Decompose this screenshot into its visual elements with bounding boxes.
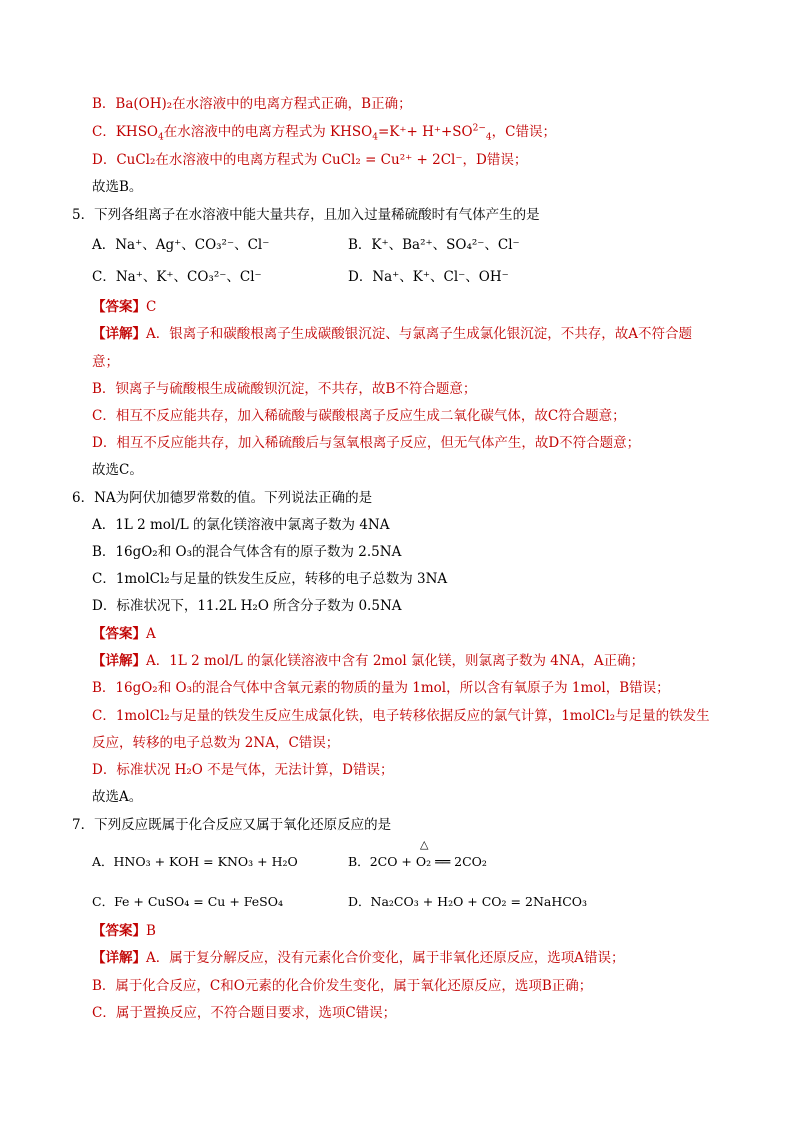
q5-detail-d: D．相互不反应能共存，加入稀硫酸后与氢氧根离子反应，但无气体产生，故D不符合题意； (92, 435, 641, 451)
q5-option-c: C．Na⁺、K⁺、CO₃²⁻、Cl⁻ (92, 269, 262, 285)
q7-detail-c: C．属于置换反应，不符合题目要求，选项C错误； (92, 1005, 397, 1021)
q6-detail-c: C．1molCl₂与足量的铁发生反应生成氯化铁，电子转移依据反应的氯气计算，1molCl₂与足量的铁发生 (92, 708, 710, 724)
q7-stem: 7．下列反应既属于化合反应又属于氧化还原反应的是 (72, 817, 392, 833)
q6-detail-d: D．标准状况 H₂O 不是气体，无法计算，D错误； (92, 762, 394, 778)
q6-detail-c-cont: 反应，转移的电子总数为 2NA，C错误； (92, 735, 340, 751)
q5-option-a: A．Na⁺、Ag⁺、CO₃²⁻、Cl⁻ (92, 237, 270, 253)
q6-detail-b: B．16gO₂和 O₃的混合气体中含氧元素的物质的量为 1mol，所以含有氧原子为 1mol，B错误； (92, 680, 670, 696)
q6-detail-a: 【详解】A．1L 2 mol/L 的氯化镁溶液中含有 2mol 氯化镁，则氯离子数为 4NA，A正确； (92, 653, 645, 669)
q6-option-a: A．1L 2 mol/L 的氯化镁溶液中氯离子数为 4NA (92, 517, 390, 533)
q4-detail-b: B．Ba(OH)₂在水溶液中的电离方程式正确，B正确； (92, 96, 412, 112)
q5-option-d: D．Na⁺、K⁺、Cl⁻、OH⁻ (348, 269, 509, 285)
q6-stem: 6．NA为阿伏加德罗常数的值。下列说法正确的是 (72, 490, 373, 506)
q7-option-b: B．2CO + O₂ ══ 2CO₂ (348, 854, 487, 869)
q4-conclusion: 故选B。 (92, 179, 143, 195)
q6-answer: 【答案】A (92, 626, 156, 642)
q5-detail-b: B．钡离子与硫酸根生成硫酸钡沉淀，不共存，故B不符合题意； (92, 381, 477, 397)
q6-option-d: D．标准状况下，11.2L H₂O 所含分子数为 0.5NA (92, 598, 402, 614)
q5-detail-a-cont: 意； (92, 354, 119, 370)
q5-option-b: B．K⁺、Ba²⁺、SO₄²⁻、Cl⁻ (348, 237, 520, 253)
q7-option-d: D．Na₂CO₃ + H₂O + CO₂ = 2NaHCO₃ (348, 894, 588, 909)
q4-detail-c: C．$KHSO_4$在水溶液中的电离方程式为 $KHSO_4=K^++ H^++SO^{2-}_4$，C错误； (92, 123, 556, 143)
q5-answer: 【答案】C (92, 299, 157, 315)
q7-option-c: C．Fe + CuSO₄ = Cu + FeSO₄ (92, 894, 283, 909)
q5-detail-c: C．相互不反应能共存，加入稀硫酸与碳酸根离子反应生成二氧化碳气体，故C符合题意； (92, 408, 626, 424)
q4-detail-d: D．CuCl₂在水溶液中的电离方程式为 CuCl₂ = Cu²⁺ + 2Cl⁻，D错误； (92, 152, 528, 168)
q7-detail-b: B．属于化合反应，C和O元素的化合价发生变化，属于氧化还原反应，选项B正确； (92, 978, 593, 994)
q5-detail-a: 【详解】A．银离子和碳酸根离子生成碳酸银沉淀、与氯离子生成氯化银沉淀，不共存，故A不符合题 (92, 326, 692, 342)
q7-answer: 【答案】B (92, 923, 156, 939)
q6-option-b: B．16gO₂和 O₃的混合气体含有的原子数为 2.5NA (92, 544, 402, 560)
q5-conclusion: 故选C。 (92, 462, 143, 478)
q5-stem: 5．下列各组离子在水溶液中能大量共存，且加入过量稀硫酸时有气体产生的是 (72, 207, 540, 223)
heating-condition-mark: △ (420, 838, 429, 851)
q7-option-a: A．HNO₃ + KOH = KNO₃ + H₂O (92, 854, 298, 869)
q6-conclusion: 故选A。 (92, 789, 143, 805)
q7-detail-a: 【详解】A．属于复分解反应，没有元素化合价变化，属于非氧化还原反应，选项A错误； (92, 950, 625, 966)
q6-option-c: C．1molCl₂与足量的铁发生反应，转移的电子总数为 3NA (92, 571, 448, 587)
